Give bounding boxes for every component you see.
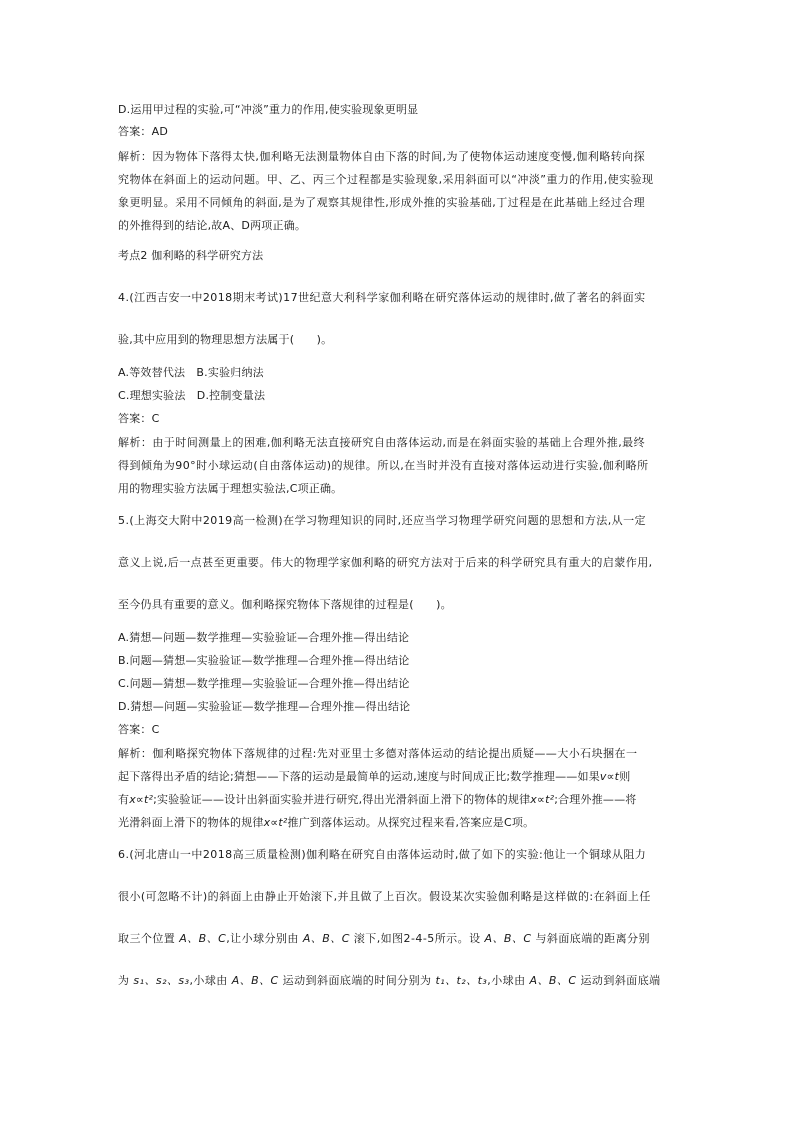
q5-analysis-line-4: 光滑斜面上滑下的物体的规律x∝t²推广到落体运动。从探究过程来看,答案应是C项。 — [118, 816, 535, 829]
q4-stem-line-2: 验,其中应用到的物理思想方法属于( )。 — [118, 333, 333, 346]
q3-analysis-line-4: 的外推得到的结论,故A、D两项正确。 — [118, 219, 307, 232]
q5-stem-line-3: 至今仍具有重要的意义。伽利略探究物体下落规律的过程是( )。 — [118, 598, 452, 611]
q4-option-row-1: A.等效替代法 B.实验归纳法 — [118, 366, 264, 379]
distances-s: s₁、s₂、s₃ — [133, 974, 190, 987]
q5-analysis-line-2: 起下落得出矛盾的结论;猜想——下落的运动是最简单的运动,速度与时间成正比;数学推理——如果v∝t则 — [118, 770, 631, 783]
q5-answer: 答案：C — [118, 723, 160, 736]
positions-abc: A、B、C — [484, 932, 532, 945]
positions-abc: A、B、C — [231, 974, 279, 987]
section-title: 考点2 伽利略的科学研究方法 — [118, 249, 264, 262]
q5-stem-line-2: 意义上说,后一点甚至更重要。伟大的物理学家伽利略的研究方法对于后来的科学研究具有重大的启蒙作用, — [118, 556, 653, 569]
q3-analysis-line-2: 究物体在斜面上的运动问题。甲、乙、丙三个过程都是实验现象,采用斜面可以“冲淡”重力的作用,使实验现 — [118, 173, 654, 186]
q5-analysis-line-1: 解析：伽利略探究物体下落规律的过程:先对亚里士多德对落体运动的结论提出质疑——大小石块捆在一 — [118, 747, 638, 760]
q4-option-row-2: C.理想实验法 D.控制变量法 — [118, 389, 266, 402]
q5-option-a: A.猜想—问题—数学推理—实验验证—合理外推—得出结论 — [118, 631, 410, 644]
positions-abc: A、B、C — [302, 932, 350, 945]
positions-abc: A、B、C — [179, 932, 227, 945]
q3-option-d: D.运用甲过程的实验,可“冲淡”重力的作用,使实验现象更明显 — [118, 103, 419, 116]
q4-stem-line-1: 4.(江西吉安一中2018期末考试)17世纪意大利科学家伽利略在研究落体运动的规律时,做了著名的斜面实 — [118, 291, 646, 304]
q6-stem-line-3: 取三个位置 A、B、C,让小球分别由 A、B、C 滚下,如图2-4-5所示。设 A、B、C 与斜面底端的距离分别 — [118, 932, 650, 945]
q4-analysis-line-3: 用的物理实验方法属于理想实验法,C项正确。 — [118, 482, 343, 495]
formula-x-prop-t2: x∝t² — [530, 793, 555, 806]
q5-option-b: B.问题—猜想—实验验证—数学推理—合理外推—得出结论 — [118, 654, 410, 667]
q6-stem-line-2: 很小(可忽略不计)的斜面上由静止开始滚下,并且做了上百次。假设某次实验伽利略是这样做的:在斜面上任 — [118, 890, 651, 903]
formula-v-prop-t: v∝t — [599, 770, 620, 783]
q5-stem-line-1: 5.(上海交大附中2019高一检测)在学习物理知识的同时,还应当学习物理学研究问题的思想和方法,从一定 — [118, 514, 647, 527]
q3-analysis-line-3: 象更明显。采用不同倾角的斜面,是为了观察其规律性,形成外推的实验基础,丁过程是在此基础上经过合理 — [118, 196, 646, 209]
positions-abc: A、B、C — [529, 974, 577, 987]
formula-x-prop-t2: x∝t² — [263, 816, 288, 829]
q6-stem-line-1: 6.(河北唐山一中2018高三质量检测)伽利略在研究自由落体运动时,做了如下的实验:他让一个铜球从阻力 — [118, 848, 647, 861]
q3-answer: 答案：AD — [118, 125, 168, 138]
times-t: t₁、t₂、t₃ — [435, 974, 488, 987]
q4-answer: 答案：C — [118, 412, 160, 425]
q5-analysis-line-3: 有x∝t²;实验验证——设计出斜面实验并进行研究,得出光滑斜面上滑下的物体的规律x∝t²;合理外推——将 — [118, 793, 637, 806]
formula-x-prop-t2: x∝t² — [129, 793, 154, 806]
q4-analysis-line-1: 解析：由于时间测量上的困难,伽利略无法直接研究自由落体运动,而是在斜面实验的基础上合理外推,最终 — [118, 436, 646, 449]
q4-analysis-line-2: 得到倾角为90°时小球运动(自由落体运动)的规律。所以,在当时并没有直接对落体运动进行实验,伽利略所 — [118, 459, 649, 472]
q6-stem-line-4: 为 s₁、s₂、s₃,小球由 A、B、C 运动到斜面底端的时间分别为 t₁、t₂、t₃,小球由 A、B、C 运动到斜面底端 — [118, 974, 661, 987]
q5-option-d: D.猜想—问题—实验验证—数学推理—合理外推—得出结论 — [118, 700, 411, 713]
q5-option-c: C.问题—猜想—数学推理—实验验证—合理外推—得出结论 — [118, 677, 410, 690]
q3-analysis-line-1: 解析：因为物体下落得太快,伽利略无法测量物体自由下落的时间,为了使物体运动速度变慢,伽利略转向探 — [118, 150, 646, 163]
